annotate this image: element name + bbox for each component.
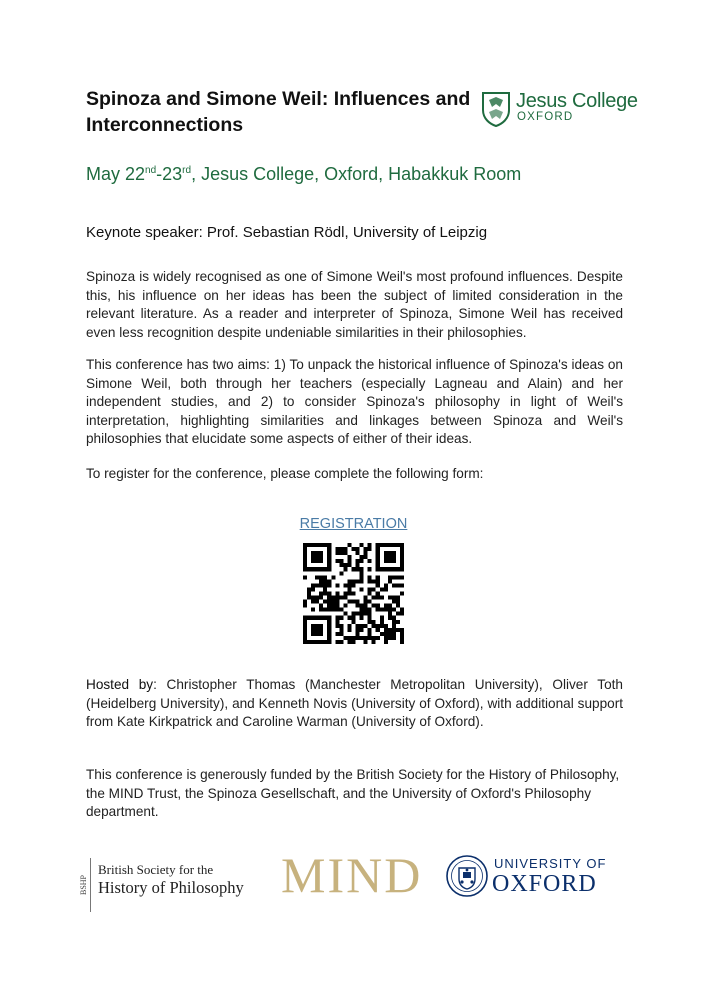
jesus-college-logo <box>480 88 640 132</box>
registration-link[interactable]: REGISTRATION <box>299 516 408 532</box>
bshp-abbr-vertical <box>76 860 90 910</box>
bshp-divider <box>90 858 91 912</box>
page-title: Spinoza and Simone Weil: Influences and Interconnections <box>86 88 471 136</box>
bshp-logo <box>76 856 276 914</box>
jesus-college-name: Jesus College <box>516 90 638 112</box>
funding-statement: This conference is generously funded by the British Society for the History of Philosophy, the MIND Trust, the Spinoza Gesellschaft, and the University of Oxford's Philosophy department. <box>86 767 620 819</box>
date-dash: -23 <box>156 164 183 184</box>
hosted-by-lead: Hosted by <box>86 677 154 692</box>
intro-paragraph: Spinoza is widely recognised as one of Simone Weil's most profound influences. Despite this, his influence on her ideas has been the subject of limited consideration in the relevant literature. As a reader and interpreter of Spinoza, Simone Weil has received even less recognition despite undeniable similarities in their philosophies. <box>86 269 623 340</box>
date-sup-2: rd <box>182 165 192 176</box>
jesus-college-sub: OXFORD <box>517 111 574 123</box>
oxford-line-1: UNIVERSITY OF <box>494 856 607 871</box>
oxford-logo <box>446 852 626 904</box>
aims-paragraph: This conference has two aims: 1) To unpack the historical influence of Spinoza's ideas on Simone Weil, both through her teachers (especially Lagneau and Alain) and her independent studies, and 2) to consider Spinoza's philosophy in light of Weil's interpretation, highlighting similarities and linkages between Spinoza and Weil's philosophies that elucidate some aspects of either of their ideas. <box>86 357 623 446</box>
oxford-crest-icon <box>446 852 488 900</box>
date-month: May 22 <box>86 164 146 184</box>
jesus-college-crest-icon <box>480 90 512 128</box>
registration-qr-code[interactable] <box>303 543 404 644</box>
mind-logo: MIND <box>281 847 423 903</box>
hosted-by-text: : Christopher Thomas (Manchester Metropolitan University), Oliver Toth (Heidelberg University), and Kenneth Novis (University of Oxford), with additional support from Kate Kirkpatrick and Caroline Warman (University of Oxford). <box>86 677 623 729</box>
bshp-line-1: British Society for the <box>98 862 214 877</box>
bshp-line-2: History of Philosophy <box>98 878 244 897</box>
keynote-speaker: Keynote speaker: Prof. Sebastian Rödl, University of Leipzig <box>86 224 488 241</box>
hosted-by <box>86 676 623 732</box>
event-date-location <box>86 164 521 185</box>
date-rest: , Jesus College, Oxford, Habakkuk Room <box>191 164 522 184</box>
oxford-line-2: OXFORD <box>492 871 597 897</box>
register-instruction: To register for the conference, please complete the following form: <box>86 466 484 481</box>
date-sup-1: nd <box>145 165 157 176</box>
bshp-abbr-text: BSHP <box>79 874 88 896</box>
